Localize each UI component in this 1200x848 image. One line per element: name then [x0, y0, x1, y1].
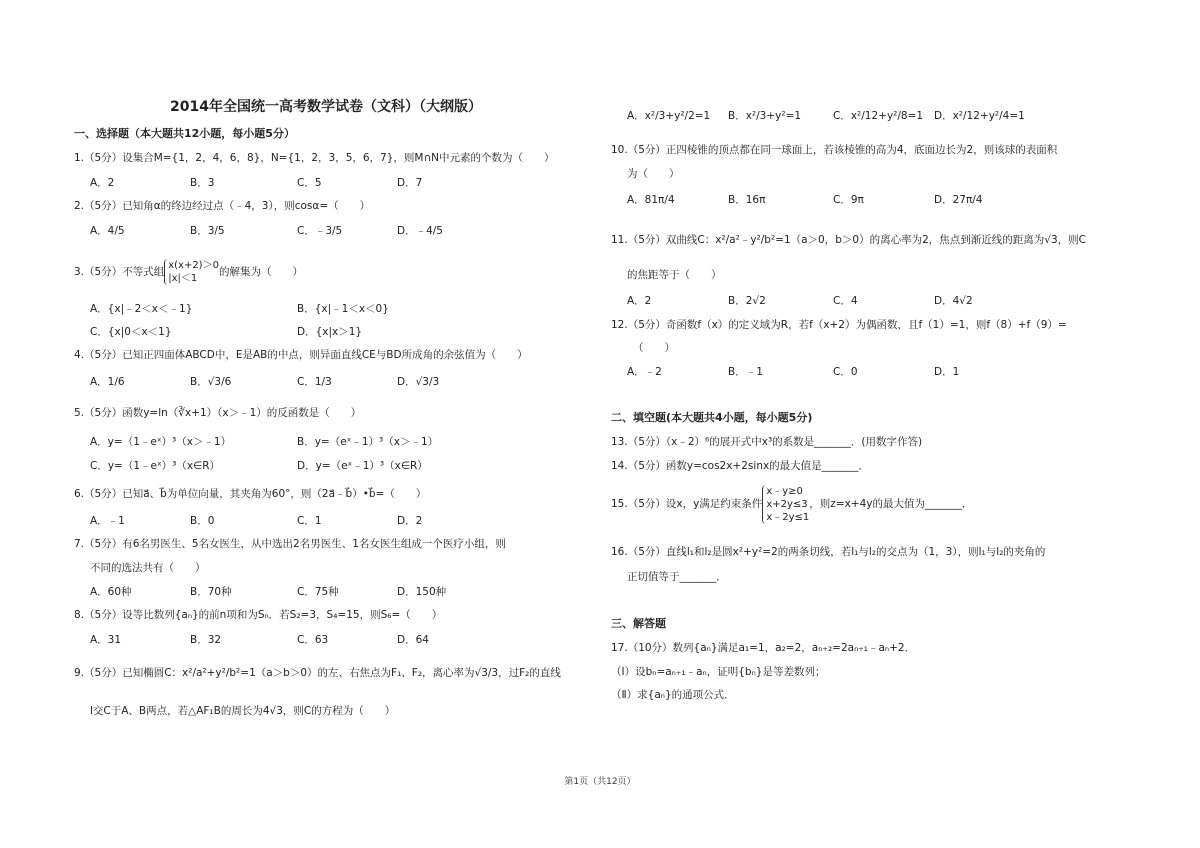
- q7-option-a: A．60种: [90, 586, 132, 598]
- q11-option-d: D．4√2: [934, 295, 973, 307]
- page-title: 2014年全国统一高考数学试卷（文科）（大纲版）: [170, 99, 482, 115]
- q16-stem-line1: 16.（5分）直线l₁和l₂是圆x²+y²=2的两条切线，若l₁与l₂的交点为（1，3），则l₁与l₂的夹角的: [611, 546, 1046, 558]
- q17-line2: （Ⅰ）设bₙ=aₙ₊₁﹣aₙ，证明{bₙ}是等差数列；: [611, 666, 826, 678]
- section-answer-title: 三、解答题: [611, 617, 666, 630]
- q4-option-a: A．1/6: [90, 376, 125, 388]
- q17-line1: 17.（10分）数列{aₙ}满足a₁=1，a₂=2，aₙ₊₂=2aₙ₊₁﹣aₙ+2．: [611, 642, 916, 654]
- q12-option-a: A．﹣2: [627, 366, 662, 378]
- q11-option-c: C．4: [833, 295, 858, 307]
- q4-option-b: B．√3/6: [190, 376, 232, 388]
- q2-option-c: C．﹣3/5: [297, 225, 343, 237]
- q9-option-b: B．x²/3+y²=1: [728, 110, 802, 122]
- q10-option-b: B．16π: [728, 194, 766, 206]
- q6-option-a: A．﹣1: [90, 515, 125, 527]
- q6-option-d: D．2: [397, 515, 423, 527]
- q1-option-c: C．5: [297, 177, 322, 189]
- q12-option-c: C．0: [833, 366, 858, 378]
- q11-stem-line2: 的焦距等于（ ）: [627, 269, 722, 281]
- q12-stem-line1: 12.（5分）奇函数f（x）的定义域为R，若f（x+2）为偶函数，且f（1）=1，则f（8）+f（9）=: [611, 319, 1067, 331]
- q2-stem: 2.（5分）已知角α的终边经过点（﹣4，3），则cosα=（ ）: [74, 200, 371, 212]
- q10-option-a: A．81π/4: [627, 194, 675, 206]
- q7-stem-line2: 不同的选法共有（ ）: [90, 562, 206, 574]
- q6-stem: 6.（5分）已知a⃗、b⃗为单位向量，其夹角为60°，则（2a⃗﹣b⃗）•b⃗=（ ）: [74, 488, 427, 500]
- q3-stem: 3.（5分）不等式组x(x+2)＞0 |x|＜1的解集为（ ）: [74, 260, 303, 284]
- q5-option-d: D．y=（eˣ﹣1）³（x∈R）: [297, 460, 428, 472]
- q6-option-b: B．0: [190, 515, 215, 527]
- q3-option-c: C．{x|0＜x＜1}: [90, 326, 172, 338]
- q8-option-d: D．64: [397, 634, 429, 646]
- q9-option-a: A．x²/3+y²/2=1: [627, 110, 711, 122]
- q12-option-d: D．1: [934, 366, 960, 378]
- q17-line3: （Ⅱ）求{aₙ}的通项公式．: [611, 689, 735, 701]
- q6-option-c: C．1: [297, 515, 322, 527]
- q13-stem: 13.（5分）（x﹣2）⁶的展开式中x³的系数是_______．(用数字作答): [611, 436, 923, 448]
- q3-option-a: A．{x|﹣2＜x＜﹣1}: [90, 303, 193, 315]
- q3-option-b: B．{x|﹣1＜x＜0}: [297, 303, 389, 315]
- page-footer: 第1页（共12页）: [564, 777, 636, 787]
- q9-option-c: C．x²/12+y²/8=1: [833, 110, 924, 122]
- q1-option-d: D．7: [397, 177, 423, 189]
- q2-option-d: D．﹣4/5: [397, 225, 443, 237]
- q2-option-b: B．3/5: [190, 225, 225, 237]
- q2-option-a: A．4/5: [90, 225, 125, 237]
- q16-stem-line2: 正切值等于_______．: [627, 571, 727, 583]
- q4-stem: 4.（5分）已知正四面体ABCD中，E是AB的中点，则异面直线CE与BD所成角的余弦值为（ ）: [74, 349, 528, 361]
- q10-option-c: C．9π: [833, 194, 864, 206]
- q9-stem-line2: l交C于A、B两点，若△AF₁B的周长为4√3，则C的方程为（ ）: [90, 705, 396, 717]
- q15-constraint-system: x﹣y≥0 x+2y≤3 x﹣2y≤1: [762, 485, 809, 524]
- q1-option-b: B．3: [190, 177, 215, 189]
- q8-option-a: A．31: [90, 634, 122, 646]
- q11-option-a: A．2: [627, 295, 652, 307]
- q5-option-b: B．y=（eˣ﹣1）³（x＞﹣1）: [297, 436, 439, 448]
- q1-stem: 1.（5分）设集合M={1，2，4，6，8}，N={1，2，3，5，6，7}，则M∩N中元素的个数为（ ）: [74, 152, 555, 164]
- q8-option-b: B．32: [190, 634, 222, 646]
- q11-option-b: B．2√2: [728, 295, 766, 307]
- q8-option-c: C．63: [297, 634, 329, 646]
- q10-stem-line1: 10.（5分）正四棱锥的顶点都在同一球面上，若该棱锥的高为4，底面边长为2，则该球的表面积: [611, 144, 1058, 156]
- q9-stem-line1: 9.（5分）已知椭圆C：x²/a²+y²/b²=1（a＞b＞0）的左、右焦点为F₁、F₂，离心率为√3/3，过F₂的直线: [74, 667, 561, 679]
- q10-stem-line2: 为（ ）: [627, 168, 680, 180]
- q5-stem: 5.（5分）函数y=ln（∛x+1）（x＞﹣1）的反函数是（ ）: [74, 407, 362, 419]
- q7-option-b: B．70种: [190, 586, 232, 598]
- q14-stem: 14.（5分）函数y=cos2x+2sinx的最大值是_______．: [611, 460, 869, 472]
- section-choice-title: 一、选择题（本大题共12小题，每小题5分）: [74, 127, 295, 140]
- q12-option-b: B．﹣1: [728, 366, 763, 378]
- q8-stem: 8.（5分）设等比数列{aₙ}的前n项和为Sₙ．若S₂=3，S₄=15，则S₆=（ ）: [74, 609, 443, 621]
- q9-option-d: D．x²/12+y²/4=1: [934, 110, 1025, 122]
- q10-option-d: D．27π/4: [934, 194, 983, 206]
- q12-stem-line2: （ ）: [633, 342, 675, 354]
- section-fill-title: 二、填空题(本大题共4小题，每小题5分): [611, 411, 813, 424]
- q7-option-c: C．75种: [297, 586, 339, 598]
- q5-option-a: A．y=（1﹣eˣ）³（x＞﹣1）: [90, 436, 232, 448]
- q5-option-c: C．y=（1﹣eˣ）³（x∈R）: [90, 460, 221, 472]
- q7-stem-line1: 7.（5分）有6名男医生、5名女医生，从中选出2名男医生、1名女医生组成一个医疗小组，则: [74, 538, 506, 550]
- q4-option-d: D．√3/3: [397, 376, 440, 388]
- q1-option-a: A．2: [90, 177, 115, 189]
- q4-option-c: C．1/3: [297, 376, 332, 388]
- q3-option-d: D．{x|x＞1}: [297, 326, 363, 338]
- q3-inequality-system: x(x+2)＞0 |x|＜1: [164, 259, 219, 285]
- q11-stem-line1: 11.（5分）双曲线C：x²/a²﹣y²/b²=1（a＞0，b＞0）的离心率为2，焦点到渐近线的距离为√3，则C: [611, 234, 1086, 246]
- q15-stem: 15.（5分）设x，y满足约束条件x﹣y≥0 x+2y≤3 x﹣2y≤1，则z=x+4y的最大值为_______．: [611, 485, 973, 523]
- q7-option-d: D．150种: [397, 586, 447, 598]
